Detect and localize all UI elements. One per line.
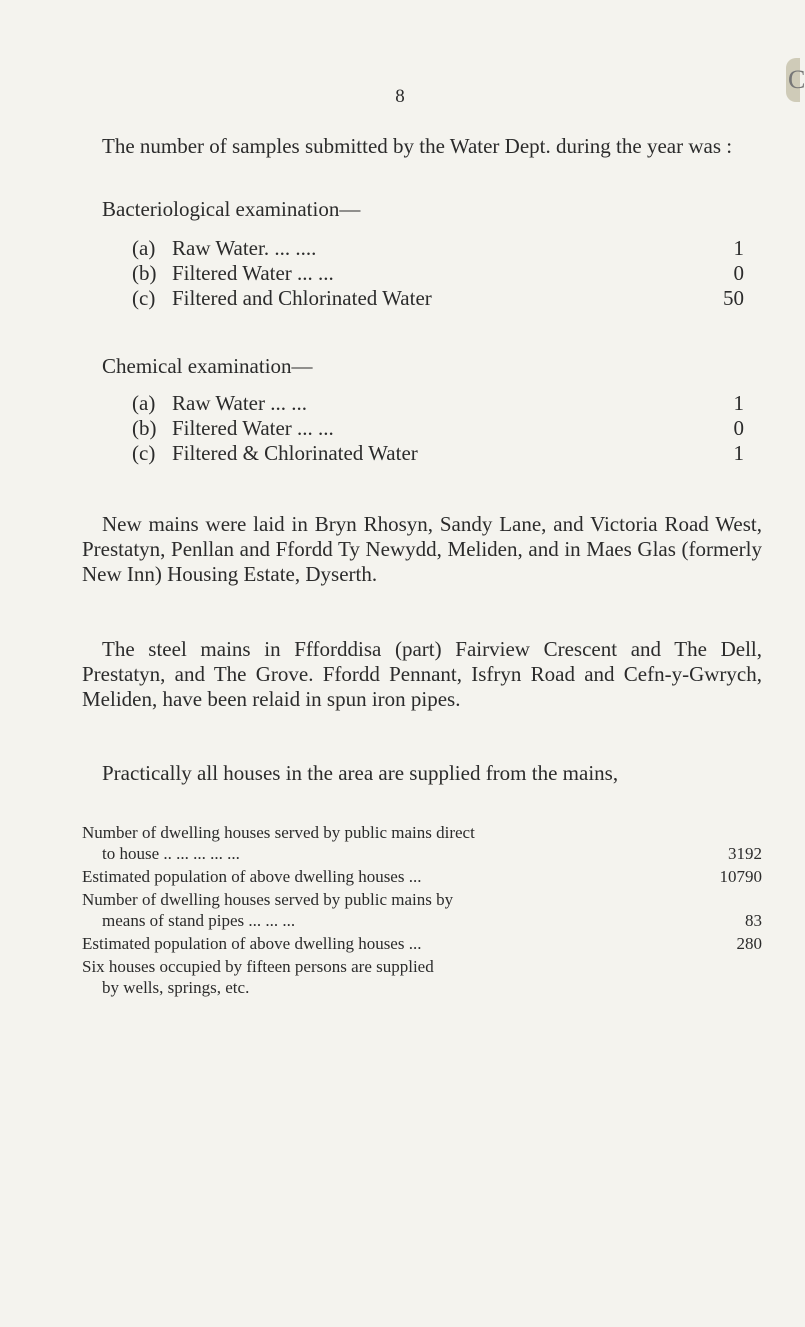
stat-value: 10790 [719,867,762,886]
list-item [132,416,744,441]
intro-block [82,134,762,159]
list-item [132,391,744,416]
stats-block [82,822,762,998]
item-label: (b) [132,261,157,285]
stat-entry [82,933,762,954]
item-text: Raw Water. ... .... [172,236,317,260]
item-value: 1 [733,441,744,465]
wells-line2: by wells, springs, etc. [102,978,250,997]
list-item [132,236,744,261]
stat-row [82,910,762,931]
item-label: (c) [132,441,156,465]
item-value: 0 [733,416,744,440]
item-label: (a) [132,236,156,260]
new-mains-paragraph: New mains were laid in Bryn Rhosyn, Sandy Lane, and Victoria Road West, Prestatyn, Penllan and Ffordd Ty Newydd, Meliden, and in Maes Glas (formerly New Inn) Housing Estate, Dyserth. [82,512,762,586]
bacteriological-heading: Bacteriological examination— [102,197,361,221]
list-item [132,441,744,466]
item-value: 50 [723,286,744,310]
item-text: Filtered & Chlorinated Water [172,441,418,465]
bacteriological-section [82,197,762,311]
chemical-heading: Chemical examination— [102,354,313,378]
page-edge-mark: C [786,58,800,102]
chemical-section [82,354,762,466]
stat-entry [82,822,762,864]
supplied-paragraph: Practically all houses in the area are supplied from the mains, [102,761,619,785]
stat-line1: Number of dwelling houses served by public mains direct [82,823,475,842]
wells-line1: Six houses occupied by fifteen persons are supplied [82,957,434,976]
stat-value: 3192 [728,844,762,863]
item-value: 1 [733,236,744,260]
item-label: (c) [132,286,156,310]
steel-mains-block [82,637,762,712]
page-number: 8 [395,86,405,107]
bacteriological-list [132,236,744,311]
item-label: (a) [132,391,156,415]
stat-line2: means of stand pipes ... ... ... [102,911,296,930]
wells-note [82,956,762,998]
stat-line2: Estimated population of above dwelling houses ... [82,934,422,953]
stat-row [82,933,762,954]
stat-line1: Number of dwelling houses served by public mains by [82,890,454,909]
stat-row [82,866,762,887]
intro-paragraph: The number of samples submitted by the Water Dept. during the year was : [102,134,733,158]
supplied-block [82,761,762,786]
stat-entry [82,889,762,931]
item-text: Filtered Water ... ... [172,261,334,285]
chemical-list [132,391,744,466]
stat-line2: to house .. ... ... ... ... [102,844,240,863]
item-value: 1 [733,391,744,415]
item-value: 0 [733,261,744,285]
stat-value: 83 [745,911,762,930]
list-item [132,286,744,311]
steel-mains-paragraph: The steel mains in Ffforddisa (part) Fairview Crescent and The Dell, Prestatyn, and The Grove. Ffordd Pennant, Isfryn Road and Cefn-y-Gwrych, Meliden, have been relaid in spun iron pipes. [82,637,762,711]
item-text: Filtered and Chlorinated Water [172,286,432,310]
item-text: Filtered Water ... ... [172,416,334,440]
item-text: Raw Water ... ... [172,391,307,415]
list-item [132,261,744,286]
new-mains-block [82,512,762,587]
stat-entry [82,866,762,887]
stat-row [82,843,762,864]
stat-value: 280 [736,934,762,953]
item-label: (b) [132,416,157,440]
stat-line2: Estimated population of above dwelling houses ... [82,867,422,886]
